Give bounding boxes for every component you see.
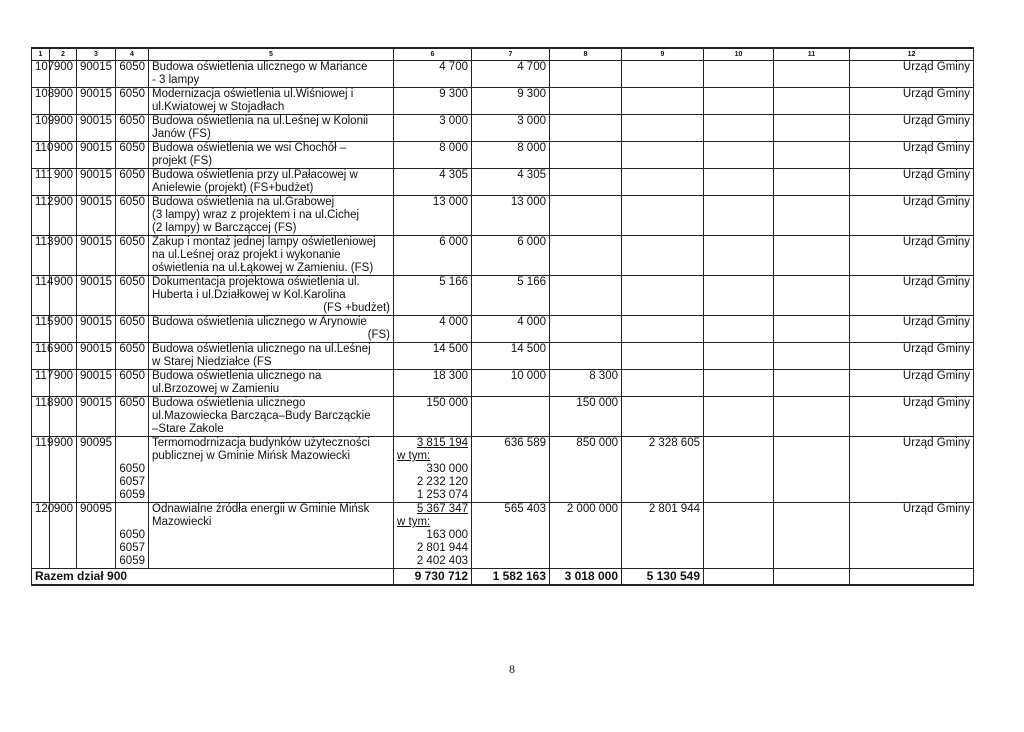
col11-cell [774, 196, 850, 236]
description-note: (FS +budżet) [323, 302, 390, 314]
dzial-cell: 900 [50, 276, 77, 316]
rozdzial-cell: 90015 [77, 236, 116, 276]
rozdzial-cell: 90095 [77, 437, 116, 503]
col-header: 7 [472, 48, 550, 61]
amount-cell [394, 503, 472, 569]
amount-cell [394, 316, 472, 343]
table-row [32, 276, 974, 316]
amount-value: 6 000 [439, 236, 468, 248]
dzial-cell: 900 [50, 142, 77, 169]
table-row [32, 61, 974, 88]
col11-cell [774, 61, 850, 88]
unit-cell: Urząd Gminy [850, 503, 974, 569]
col-header: 11 [774, 48, 850, 61]
description-line: Budowa oświetlenia ulicznego na [152, 370, 322, 382]
col9-cell [622, 196, 704, 236]
col9-cell [622, 169, 704, 196]
description-cell [149, 316, 394, 343]
description-line: projekt (FS) [152, 155, 213, 167]
total-c10 [704, 569, 774, 586]
col8-cell [550, 236, 622, 276]
amount-part: 2 402 403 [416, 555, 468, 567]
paragraf-cell: 6050 [116, 343, 149, 370]
unit-cell: Urząd Gminy [850, 88, 974, 115]
col-header: 6 [394, 48, 472, 61]
description-line: Huberta i ul.Działkowej w Kol.Karolina [152, 289, 346, 301]
rozdzial-cell: 90015 [77, 88, 116, 115]
col-header: 9 [622, 48, 704, 61]
table-row [32, 196, 974, 236]
row-number: 120 [32, 503, 50, 569]
unit-cell: Urząd Gminy [850, 276, 974, 316]
row-number: 119 [32, 437, 50, 503]
description-line: Dokumentacja projektowa oświetlenia ul. [152, 276, 360, 288]
dzial-cell: 900 [50, 503, 77, 569]
amount-total: 5 367 347 [416, 503, 468, 515]
description-line: (3 lampy) wraz z projektem i na ul.Cichej [152, 209, 360, 221]
col7-cell: 636 589 [472, 437, 550, 503]
unit-cell: Urząd Gminy [850, 169, 974, 196]
col10-cell [704, 316, 774, 343]
col10-cell [704, 397, 774, 437]
rozdzial-cell: 90095 [77, 503, 116, 569]
description-line: publicznej w Gminie Mińsk Mazowiecki [152, 450, 351, 462]
col7-cell: 6 000 [472, 236, 550, 276]
paragraf-cell: 6050 [116, 169, 149, 196]
total-label: Razem dział 900 [32, 569, 394, 586]
col10-cell [704, 61, 774, 88]
table-row [32, 370, 974, 397]
row-number: 109 [32, 115, 50, 142]
total-c9: 5 130 549 [622, 569, 704, 586]
description-line: Budowa oświetlenia na ul.Grabowej [152, 196, 335, 208]
col8-cell: 850 000 [550, 437, 622, 503]
paragraf-code: 6059 [119, 489, 145, 501]
amount-value: 13 000 [432, 196, 468, 208]
description-cell [149, 196, 394, 236]
col7-cell: 565 403 [472, 503, 550, 569]
col7-cell: 13 000 [472, 196, 550, 236]
row-number: 116 [32, 343, 50, 370]
col-header: 1 [32, 48, 50, 61]
amount-part: 2 801 944 [416, 542, 468, 554]
row-number: 115 [32, 316, 50, 343]
unit-cell: Urząd Gminy [850, 316, 974, 343]
col11-cell [774, 503, 850, 569]
description-line: Mazowiecki [152, 516, 212, 528]
description-line: oświetlenia na ul.Łąkowej w Zamieniu. (FS) [152, 262, 374, 274]
paragraf-code: 6050 [119, 463, 145, 475]
dzial-cell: 900 [50, 343, 77, 370]
col10-cell [704, 503, 774, 569]
row-number: 112 [32, 196, 50, 236]
description-line: Termomodrnizacja budynków użyteczności [152, 437, 370, 449]
amount-value: 18 300 [432, 370, 468, 382]
col10-cell [704, 370, 774, 397]
description-line: –Stare Zakole [152, 423, 224, 435]
description-cell [149, 169, 394, 196]
dzial-cell: 900 [50, 196, 77, 236]
col11-cell [774, 316, 850, 343]
amount-cell [394, 397, 472, 437]
col9-cell [622, 316, 704, 343]
col8-cell [550, 61, 622, 88]
description-line: Anielewie (projekt) (FS+budżet) [152, 182, 314, 194]
col10-cell [704, 236, 774, 276]
amount-label: w tym: [397, 516, 431, 528]
paragraf-cell: 6050 [116, 196, 149, 236]
description-line: ul.Mazowiecka Barcząca–Budy Barcząckie [152, 410, 371, 422]
col8-cell [550, 169, 622, 196]
col11-cell [774, 397, 850, 437]
row-number: 107 [32, 61, 50, 88]
description-cell [149, 437, 394, 503]
col11-cell [774, 370, 850, 397]
col7-cell: 9 300 [472, 88, 550, 115]
row-number: 113 [32, 236, 50, 276]
dzial-cell: 900 [50, 236, 77, 276]
description-note: (FS) [367, 329, 390, 341]
col9-cell [622, 142, 704, 169]
col11-cell [774, 236, 850, 276]
table-row [32, 503, 974, 569]
paragraf-cell [116, 437, 149, 503]
unit-cell: Urząd Gminy [850, 115, 974, 142]
budget-table [31, 47, 974, 586]
unit-cell: Urząd Gminy [850, 61, 974, 88]
unit-cell: Urząd Gminy [850, 343, 974, 370]
total-c8: 3 018 000 [550, 569, 622, 586]
rozdzial-cell: 90015 [77, 196, 116, 236]
dzial-cell: 900 [50, 437, 77, 503]
rozdzial-cell: 90015 [77, 61, 116, 88]
col10-cell [704, 196, 774, 236]
amount-cell [394, 169, 472, 196]
row-number: 117 [32, 370, 50, 397]
table-row [32, 169, 974, 196]
dzial-cell: 900 [50, 61, 77, 88]
rozdzial-cell: 90015 [77, 343, 116, 370]
col9-cell [622, 397, 704, 437]
unit-cell: Urząd Gminy [850, 236, 974, 276]
col7-cell: 14 500 [472, 343, 550, 370]
amount-cell [394, 88, 472, 115]
amount-value: 9 300 [439, 88, 468, 100]
amount-total: 3 815 194 [416, 437, 468, 449]
col7-cell: 5 166 [472, 276, 550, 316]
amount-value: 3 000 [439, 115, 468, 127]
description-line: Janów (FS) [152, 128, 211, 140]
col9-cell [622, 276, 704, 316]
amount-value: 5 166 [439, 276, 468, 288]
page-number: 8 [509, 662, 515, 676]
col-header: 5 [149, 48, 394, 61]
col10-cell [704, 142, 774, 169]
rozdzial-cell: 90015 [77, 370, 116, 397]
description-cell [149, 343, 394, 370]
amount-cell [394, 196, 472, 236]
amount-value: 8 000 [439, 142, 468, 154]
col10-cell [704, 115, 774, 142]
header-row [32, 48, 974, 61]
description-line: na ul.Leśnej oraz projekt i wykonanie [152, 249, 341, 261]
col9-cell [622, 343, 704, 370]
amount-cell [394, 276, 472, 316]
col-header: 3 [77, 48, 116, 61]
description-cell [149, 61, 394, 88]
col8-cell [550, 88, 622, 115]
col7-cell [472, 397, 550, 437]
paragraf-cell [116, 503, 149, 569]
description-line: ul.Brzozowej w Zamieniu [152, 383, 280, 395]
col9-cell: 2 801 944 [622, 503, 704, 569]
col8-cell [550, 316, 622, 343]
paragraf-code: 6057 [119, 542, 145, 554]
total-row [32, 569, 974, 586]
col10-cell [704, 276, 774, 316]
paragraf-code: 6057 [119, 476, 145, 488]
col8-cell [550, 343, 622, 370]
rozdzial-cell: 90015 [77, 142, 116, 169]
table-row [32, 437, 974, 503]
col7-cell: 4 305 [472, 169, 550, 196]
col9-cell: 2 328 605 [622, 437, 704, 503]
total-c11 [774, 569, 850, 586]
total-unit [850, 569, 974, 586]
dzial-cell: 900 [50, 169, 77, 196]
amount-part: 2 232 120 [416, 476, 468, 488]
amount-value: 14 500 [432, 343, 468, 355]
col11-cell [774, 276, 850, 316]
col7-cell: 8 000 [472, 142, 550, 169]
col-header: 4 [116, 48, 149, 61]
rozdzial-cell: 90015 [77, 115, 116, 142]
row-number: 108 [32, 88, 50, 115]
col7-cell: 4 700 [472, 61, 550, 88]
amount-part: 163 000 [426, 529, 468, 541]
table-row [32, 142, 974, 169]
col-header: 10 [704, 48, 774, 61]
description-line: Zakup i montaż jednej lampy oświetleniowej [152, 236, 376, 248]
unit-cell: Urząd Gminy [850, 142, 974, 169]
description-cell [149, 88, 394, 115]
paragraf-cell: 6050 [116, 397, 149, 437]
description-line: - 3 lampy [152, 74, 200, 86]
table-row [32, 236, 974, 276]
col9-cell [622, 370, 704, 397]
description-cell [149, 276, 394, 316]
col8-cell [550, 196, 622, 236]
amount-cell [394, 437, 472, 503]
rozdzial-cell: 90015 [77, 169, 116, 196]
col11-cell [774, 88, 850, 115]
col8-cell [550, 115, 622, 142]
description-line: Modernizacja oświetlenia ul.Wiśniowej i [152, 88, 354, 100]
table-row [32, 397, 974, 437]
rozdzial-cell: 90015 [77, 397, 116, 437]
description-line: Budowa oświetlenia ulicznego [152, 397, 306, 409]
paragraf-cell: 6050 [116, 88, 149, 115]
paragraf-cell: 6050 [116, 142, 149, 169]
table-row [32, 88, 974, 115]
paragraf-cell: 6050 [116, 276, 149, 316]
description-cell [149, 236, 394, 276]
col9-cell [622, 115, 704, 142]
amount-value: 4 305 [439, 169, 468, 181]
dzial-cell: 900 [50, 115, 77, 142]
col8-cell: 8 300 [550, 370, 622, 397]
col7-cell: 4 000 [472, 316, 550, 343]
col9-cell [622, 61, 704, 88]
table-row [32, 316, 974, 343]
total-amount: 9 730 712 [394, 569, 472, 586]
description-cell [149, 115, 394, 142]
description-line: Odnawialne źródła energii w Gminie Mińsk [152, 503, 370, 515]
amount-cell [394, 142, 472, 169]
row-number: 118 [32, 397, 50, 437]
col9-cell [622, 88, 704, 115]
paragraf-code: 6059 [119, 555, 145, 567]
col8-cell [550, 276, 622, 316]
description-cell [149, 503, 394, 569]
rozdzial-cell: 90015 [77, 276, 116, 316]
col10-cell [704, 88, 774, 115]
paragraf-cell: 6050 [116, 316, 149, 343]
col10-cell [704, 169, 774, 196]
amount-part: 1 253 074 [416, 489, 468, 501]
unit-cell: Urząd Gminy [850, 437, 974, 503]
dzial-cell: 900 [50, 316, 77, 343]
unit-cell: Urząd Gminy [850, 397, 974, 437]
col10-cell [704, 343, 774, 370]
col-header: 12 [850, 48, 974, 61]
col11-cell [774, 115, 850, 142]
rozdzial-cell: 90015 [77, 316, 116, 343]
col-header: 2 [50, 48, 77, 61]
amount-value: 4 700 [439, 61, 468, 73]
description-line: w Starej Niedziałce (FS [152, 356, 272, 368]
table-body [32, 61, 974, 569]
amount-cell [394, 61, 472, 88]
col9-cell [622, 236, 704, 276]
paragraf-cell: 6050 [116, 236, 149, 276]
amount-cell [394, 236, 472, 276]
amount-part: 330 000 [426, 463, 468, 475]
description-line: Budowa oświetlenia ulicznego na ul.Leśnej [152, 343, 371, 355]
description-line: Budowa oświetlenia przy ul.Pałacowej w [152, 169, 358, 181]
description-line: Budowa oświetlenia ulicznego w Arynowie [152, 316, 367, 328]
col8-cell: 150 000 [550, 397, 622, 437]
col8-cell: 2 000 000 [550, 503, 622, 569]
amount-cell [394, 370, 472, 397]
col11-cell [774, 142, 850, 169]
amount-cell [394, 343, 472, 370]
dzial-cell: 900 [50, 397, 77, 437]
unit-cell: Urząd Gminy [850, 196, 974, 236]
col11-cell [774, 437, 850, 503]
col10-cell [704, 437, 774, 503]
col-header: 8 [550, 48, 622, 61]
dzial-cell: 900 [50, 370, 77, 397]
amount-value: 4 000 [439, 316, 468, 328]
description-line: Budowa oświetlenia ulicznego w Mariance [152, 61, 368, 73]
description-line: (2 lampy) w Barcząccej (FS) [152, 222, 297, 234]
paragraf-cell: 6050 [116, 115, 149, 142]
description-cell [149, 397, 394, 437]
amount-value: 150 000 [426, 397, 468, 409]
description-line: ul.Kwiatowej w Stojadłach [152, 101, 285, 113]
table-row [32, 343, 974, 370]
row-number: 114 [32, 276, 50, 316]
col7-cell: 10 000 [472, 370, 550, 397]
unit-cell: Urząd Gminy [850, 370, 974, 397]
col8-cell [550, 142, 622, 169]
description-line: Budowa oświetlenia we wsi Chochół – [152, 142, 347, 154]
paragraf-code: 6050 [119, 529, 145, 541]
description-cell [149, 142, 394, 169]
paragraf-cell: 6050 [116, 370, 149, 397]
col7-cell: 3 000 [472, 115, 550, 142]
dzial-cell: 900 [50, 88, 77, 115]
description-line: Budowa oświetlenia na ul.Leśnej w Kolonii [152, 115, 369, 127]
col11-cell [774, 343, 850, 370]
total-c7: 1 582 163 [472, 569, 550, 586]
paragraf-cell: 6050 [116, 61, 149, 88]
table-row [32, 115, 974, 142]
row-number: 111 [32, 169, 50, 196]
amount-cell [394, 115, 472, 142]
col11-cell [774, 169, 850, 196]
amount-label: w tym: [397, 450, 431, 462]
row-number: 110 [32, 142, 50, 169]
description-cell [149, 370, 394, 397]
